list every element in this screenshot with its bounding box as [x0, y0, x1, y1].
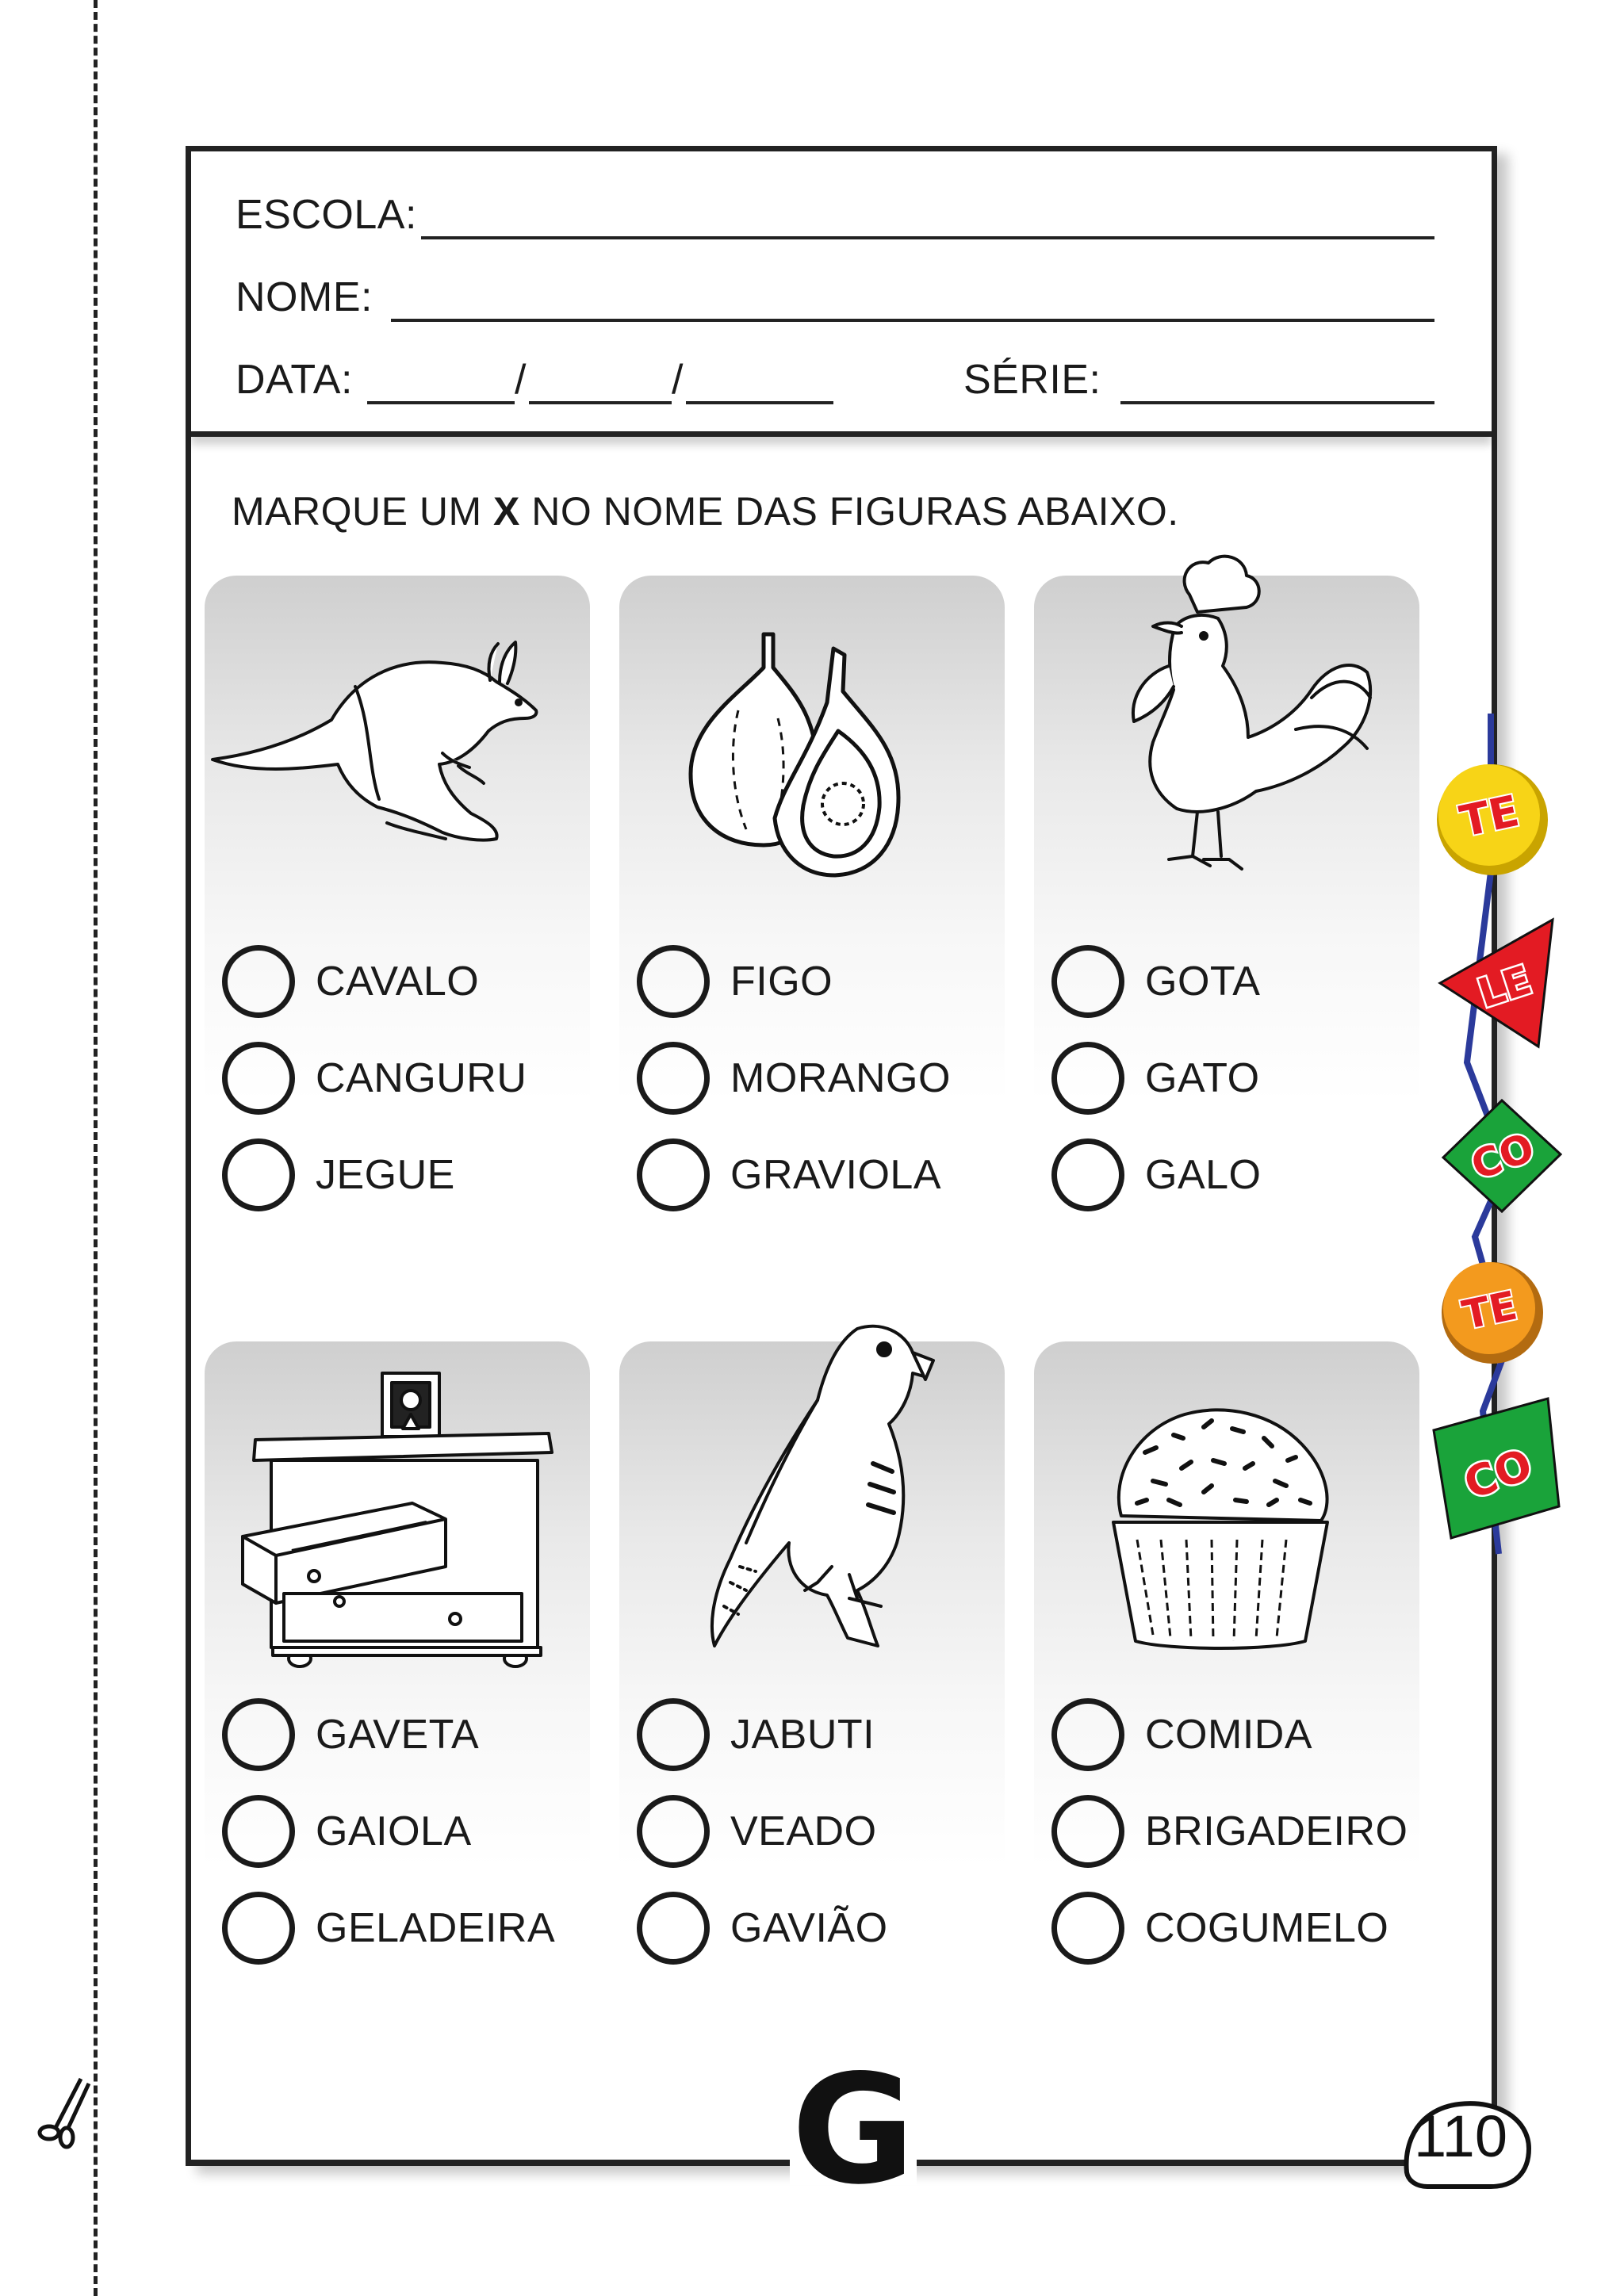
syllable-badge [1437, 764, 1548, 875]
answer-circle[interactable] [637, 945, 710, 1018]
exercise-card-brigadeiro [1034, 1341, 1419, 1999]
exercise-card-fig [619, 576, 1005, 1234]
answer-circle[interactable] [1051, 1698, 1124, 1771]
scissors-icon [35, 2071, 98, 2150]
answer-circle[interactable] [637, 1892, 710, 1965]
option-row[interactable] [637, 940, 833, 1023]
school-field[interactable] [421, 236, 1434, 239]
svg-text:LE: LE [1473, 956, 1537, 1017]
svg-text:G: G [791, 2058, 915, 2193]
answer-circle[interactable] [222, 1698, 295, 1771]
instruction-text: MARQUE UM X NO NOME DAS FIGURAS ABAIXO. [232, 489, 1179, 534]
option-row[interactable] [1051, 940, 1260, 1023]
syllable-badge [1442, 1262, 1543, 1364]
option-label: CAVALO [316, 959, 480, 1004]
option-label: GOTA [1145, 959, 1261, 1004]
option-label: MORANGO [730, 1055, 951, 1101]
option-label: FIGO [730, 959, 833, 1004]
option-label: COGUMELO [1145, 1905, 1389, 1951]
option-row[interactable] [637, 1790, 877, 1873]
answer-circle[interactable] [637, 1042, 710, 1115]
answer-circle[interactable] [222, 945, 295, 1018]
option-row[interactable] [637, 1037, 951, 1119]
answer-circle[interactable] [637, 1795, 710, 1868]
grade-field[interactable] [1120, 401, 1434, 404]
answer-circle[interactable] [1051, 1892, 1124, 1965]
option-row[interactable] [637, 1134, 941, 1216]
answer-circle[interactable] [222, 1042, 295, 1115]
exercise-card-hawk [619, 1341, 1005, 1999]
date-year-field[interactable] [686, 401, 833, 404]
answer-circle[interactable] [637, 1698, 710, 1771]
option-label: JEGUE [316, 1152, 455, 1198]
letter-logo [790, 2058, 917, 2193]
answer-circle[interactable] [1051, 1138, 1124, 1211]
date-day-field[interactable] [367, 401, 515, 404]
date-month-field[interactable] [529, 401, 672, 404]
option-label: JABUTI [730, 1712, 875, 1758]
option-row[interactable] [222, 1887, 555, 1969]
option-row[interactable] [222, 1134, 455, 1216]
answer-circle[interactable] [1051, 1042, 1124, 1115]
answer-circle[interactable] [1051, 945, 1124, 1018]
option-label: GAIOLA [316, 1808, 472, 1854]
option-label: GALO [1145, 1152, 1262, 1198]
answer-circle[interactable] [637, 1138, 710, 1211]
rooster-illustration [1034, 539, 1419, 904]
option-label: GAVETA [316, 1712, 480, 1758]
date-label: DATA: [236, 357, 353, 403]
option-row[interactable] [1051, 1134, 1262, 1216]
hawk-illustration [619, 1305, 1005, 1678]
syllable-badge [1434, 1399, 1559, 1538]
option-label: GATO [1145, 1055, 1260, 1101]
option-label: BRIGADEIRO [1145, 1808, 1408, 1854]
syllable-badge [1440, 920, 1553, 1047]
nightstand-drawer-illustration [205, 1341, 590, 1690]
svg-text:TE: TE [1455, 785, 1523, 847]
option-row[interactable] [222, 1693, 479, 1776]
brigadeiro-illustration [1034, 1341, 1419, 1690]
date-separator: / [672, 357, 684, 403]
option-label: COMIDA [1145, 1712, 1312, 1758]
answer-circle[interactable] [222, 1795, 295, 1868]
syllable-chain-decoration [1419, 714, 1562, 1586]
option-label: GRAVIOLA [730, 1152, 942, 1198]
page-number: 110 [1414, 2103, 1507, 2169]
syllable-badge [1443, 1100, 1561, 1211]
svg-text:CO: CO [1465, 1124, 1541, 1189]
svg-text:CO: CO [1457, 1439, 1539, 1510]
option-row[interactable] [1051, 1693, 1312, 1776]
option-row[interactable] [222, 1037, 527, 1119]
fig-illustration [619, 576, 1005, 909]
exercise-card-rooster [1034, 576, 1419, 1234]
option-label: CANGURU [316, 1055, 527, 1101]
student-info-header [191, 151, 1492, 437]
option-row[interactable] [222, 1790, 472, 1873]
name-field[interactable] [391, 319, 1434, 322]
cut-line [94, 0, 98, 2296]
exercise-card-drawer [205, 1341, 590, 1999]
option-label: VEADO [730, 1808, 877, 1854]
option-row[interactable] [637, 1693, 875, 1776]
name-label: NOME: [236, 274, 373, 320]
option-row[interactable] [1051, 1790, 1408, 1873]
answer-circle[interactable] [1051, 1795, 1124, 1868]
option-row[interactable] [637, 1887, 888, 1969]
date-separator: / [515, 357, 527, 403]
answer-circle[interactable] [222, 1138, 295, 1211]
option-row[interactable] [1051, 1037, 1260, 1119]
option-label: GAVIÃO [730, 1905, 888, 1951]
option-row[interactable] [222, 940, 479, 1023]
option-row[interactable] [1051, 1887, 1388, 1969]
option-label: GELADEIRA [316, 1905, 556, 1951]
school-label: ESCOLA: [236, 192, 417, 238]
svg-text:TE: TE [1458, 1282, 1522, 1339]
answer-circle[interactable] [222, 1892, 295, 1965]
kangaroo-illustration [205, 576, 590, 909]
exercise-card-kangaroo [205, 576, 590, 1234]
mark-x: X [493, 489, 520, 534]
grade-label: SÉRIE: [963, 357, 1101, 403]
